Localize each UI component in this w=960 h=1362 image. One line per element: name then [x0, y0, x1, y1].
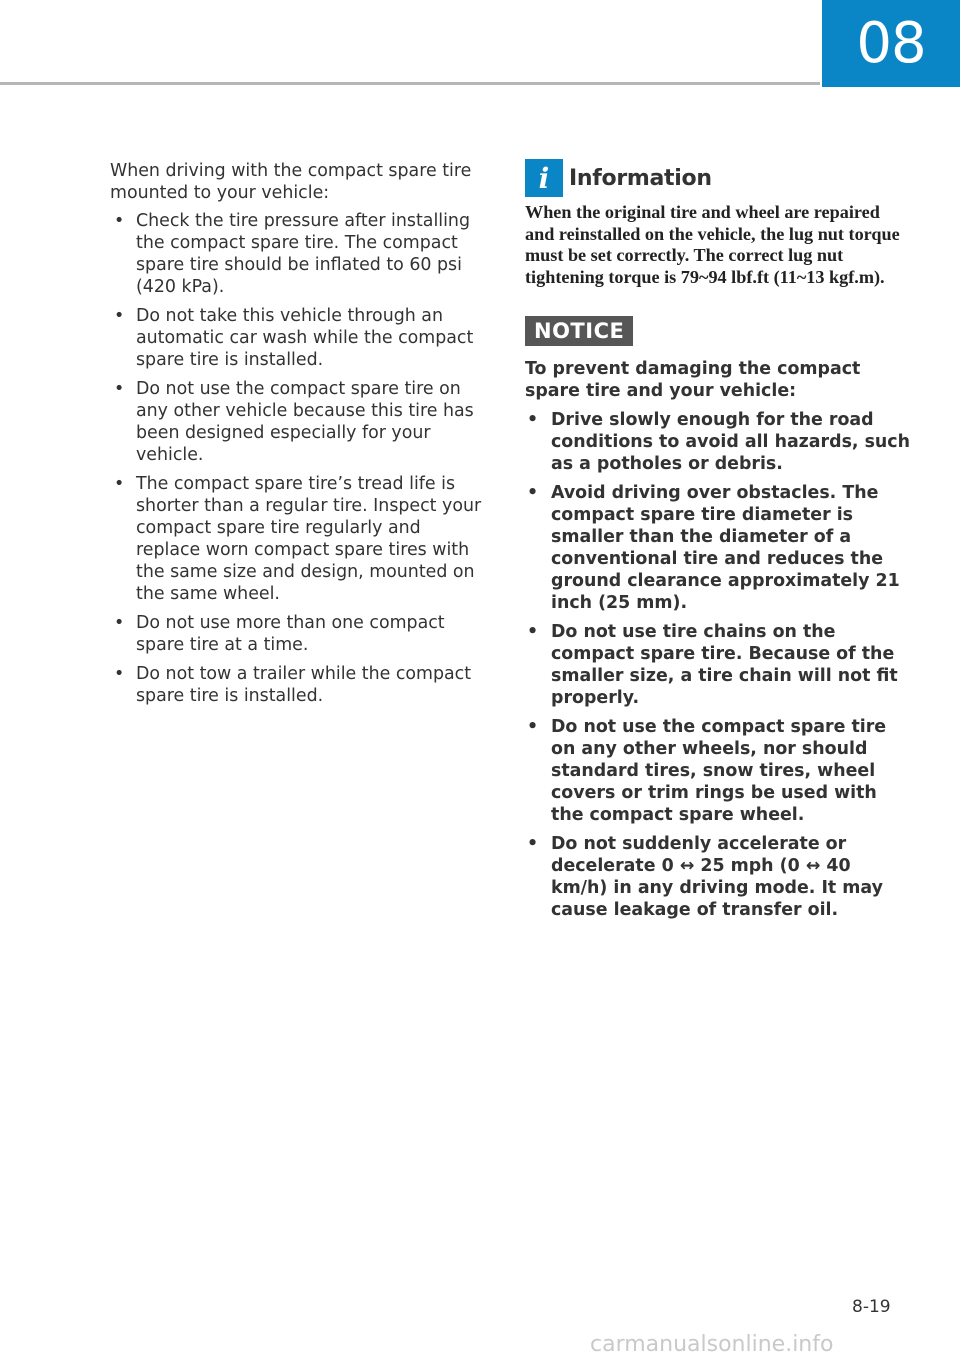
watermark: carmanualsonline.info: [590, 1332, 834, 1357]
intro-paragraph: When driving with the compact spare tire mounted to your vehicle:: [110, 161, 472, 203]
info-icon: i: [525, 159, 563, 197]
bullet-item: • Do not use the compact spare tire on any other vehicle because this tire has been designed especially for your vehicle.: [114, 379, 474, 465]
bullet-item: • Do not tow a trailer while the compact spare tire is installed.: [114, 664, 472, 706]
notice-bullet-item: • Do not suddenly accelerate or decelerate 0 ↔ 25 mph (0 ↔ 40 km/h) in any driving mode. It may cause leakage of transfer oil.: [527, 834, 883, 920]
bullet-dot: •: [114, 474, 125, 494]
chapter-number: 08: [856, 11, 926, 76]
notice-bullet-item: • Avoid driving over obstacles. The compact spare tire diameter is smaller than the diameter of a conventional tire and reduces the ground clearance approximately 21 inch (25 mm).: [527, 483, 900, 613]
information-body: When the original tire and wheel are repaired and reinstalled on the vehicle, the lug nut torque must be set correctly. The correct lug nut tightening torque is 79~94 lbf.ft (11~13 kgf.m).: [525, 202, 900, 287]
bullet-dot: •: [114, 211, 125, 231]
bullet-item: • Check the tire pressure after installing the compact spare tire. The compact spare tire should be inflated to 60 psi (420 kPa).: [114, 211, 470, 297]
bullet-dot: •: [527, 717, 539, 737]
bullet-item: • The compact spare tire’s tread life is shorter than a regular tire. Inspect your compact spare tire regularly and replace worn compact spare tires with the same size and design, mounted on the same wheel.: [114, 474, 482, 604]
header-rule: [0, 82, 820, 85]
bullet-dot: •: [114, 306, 125, 326]
bullet-dot: •: [114, 613, 125, 633]
bullet-item: • Do not use more than one compact spare tire at a time.: [114, 613, 445, 655]
bullet-dot: •: [527, 410, 539, 430]
bullet-item: • Do not take this vehicle through an automatic car wash while the compact spare tire is installed.: [114, 306, 474, 370]
page-number: 8-19: [852, 1297, 891, 1317]
bullet-dot: •: [527, 622, 539, 642]
notice-intro: To prevent damaging the compact spare tire and your vehicle:: [525, 359, 861, 401]
spare-tire-bullets: [110, 210, 490, 707]
left-column: [110, 160, 490, 714]
bullet-dot: •: [114, 379, 125, 399]
bullet-dot: •: [527, 483, 539, 503]
notice-bullet-item: • Do not use the compact spare tire on any other wheels, nor should standard tires, snow tires, wheel covers or trim rings be used with the compact spare wheel.: [527, 717, 887, 825]
information-title: Information: [569, 165, 712, 191]
right-column: [525, 158, 910, 928]
information-header: [525, 158, 910, 198]
chapter-tab: [822, 0, 960, 87]
notice-bullet-item: • Drive slowly enough for the road conditions to avoid all hazards, such as a potholes or debris.: [527, 410, 910, 474]
notice-bullet-item: • Do not use tire chains on the compact spare tire. Because of the smaller size, a tire chain will not fit properly.: [527, 622, 898, 708]
notice-bullets: [525, 409, 910, 921]
bullet-dot: •: [527, 834, 539, 854]
bullet-dot: •: [114, 664, 125, 684]
notice-badge: NOTICE: [525, 316, 633, 346]
